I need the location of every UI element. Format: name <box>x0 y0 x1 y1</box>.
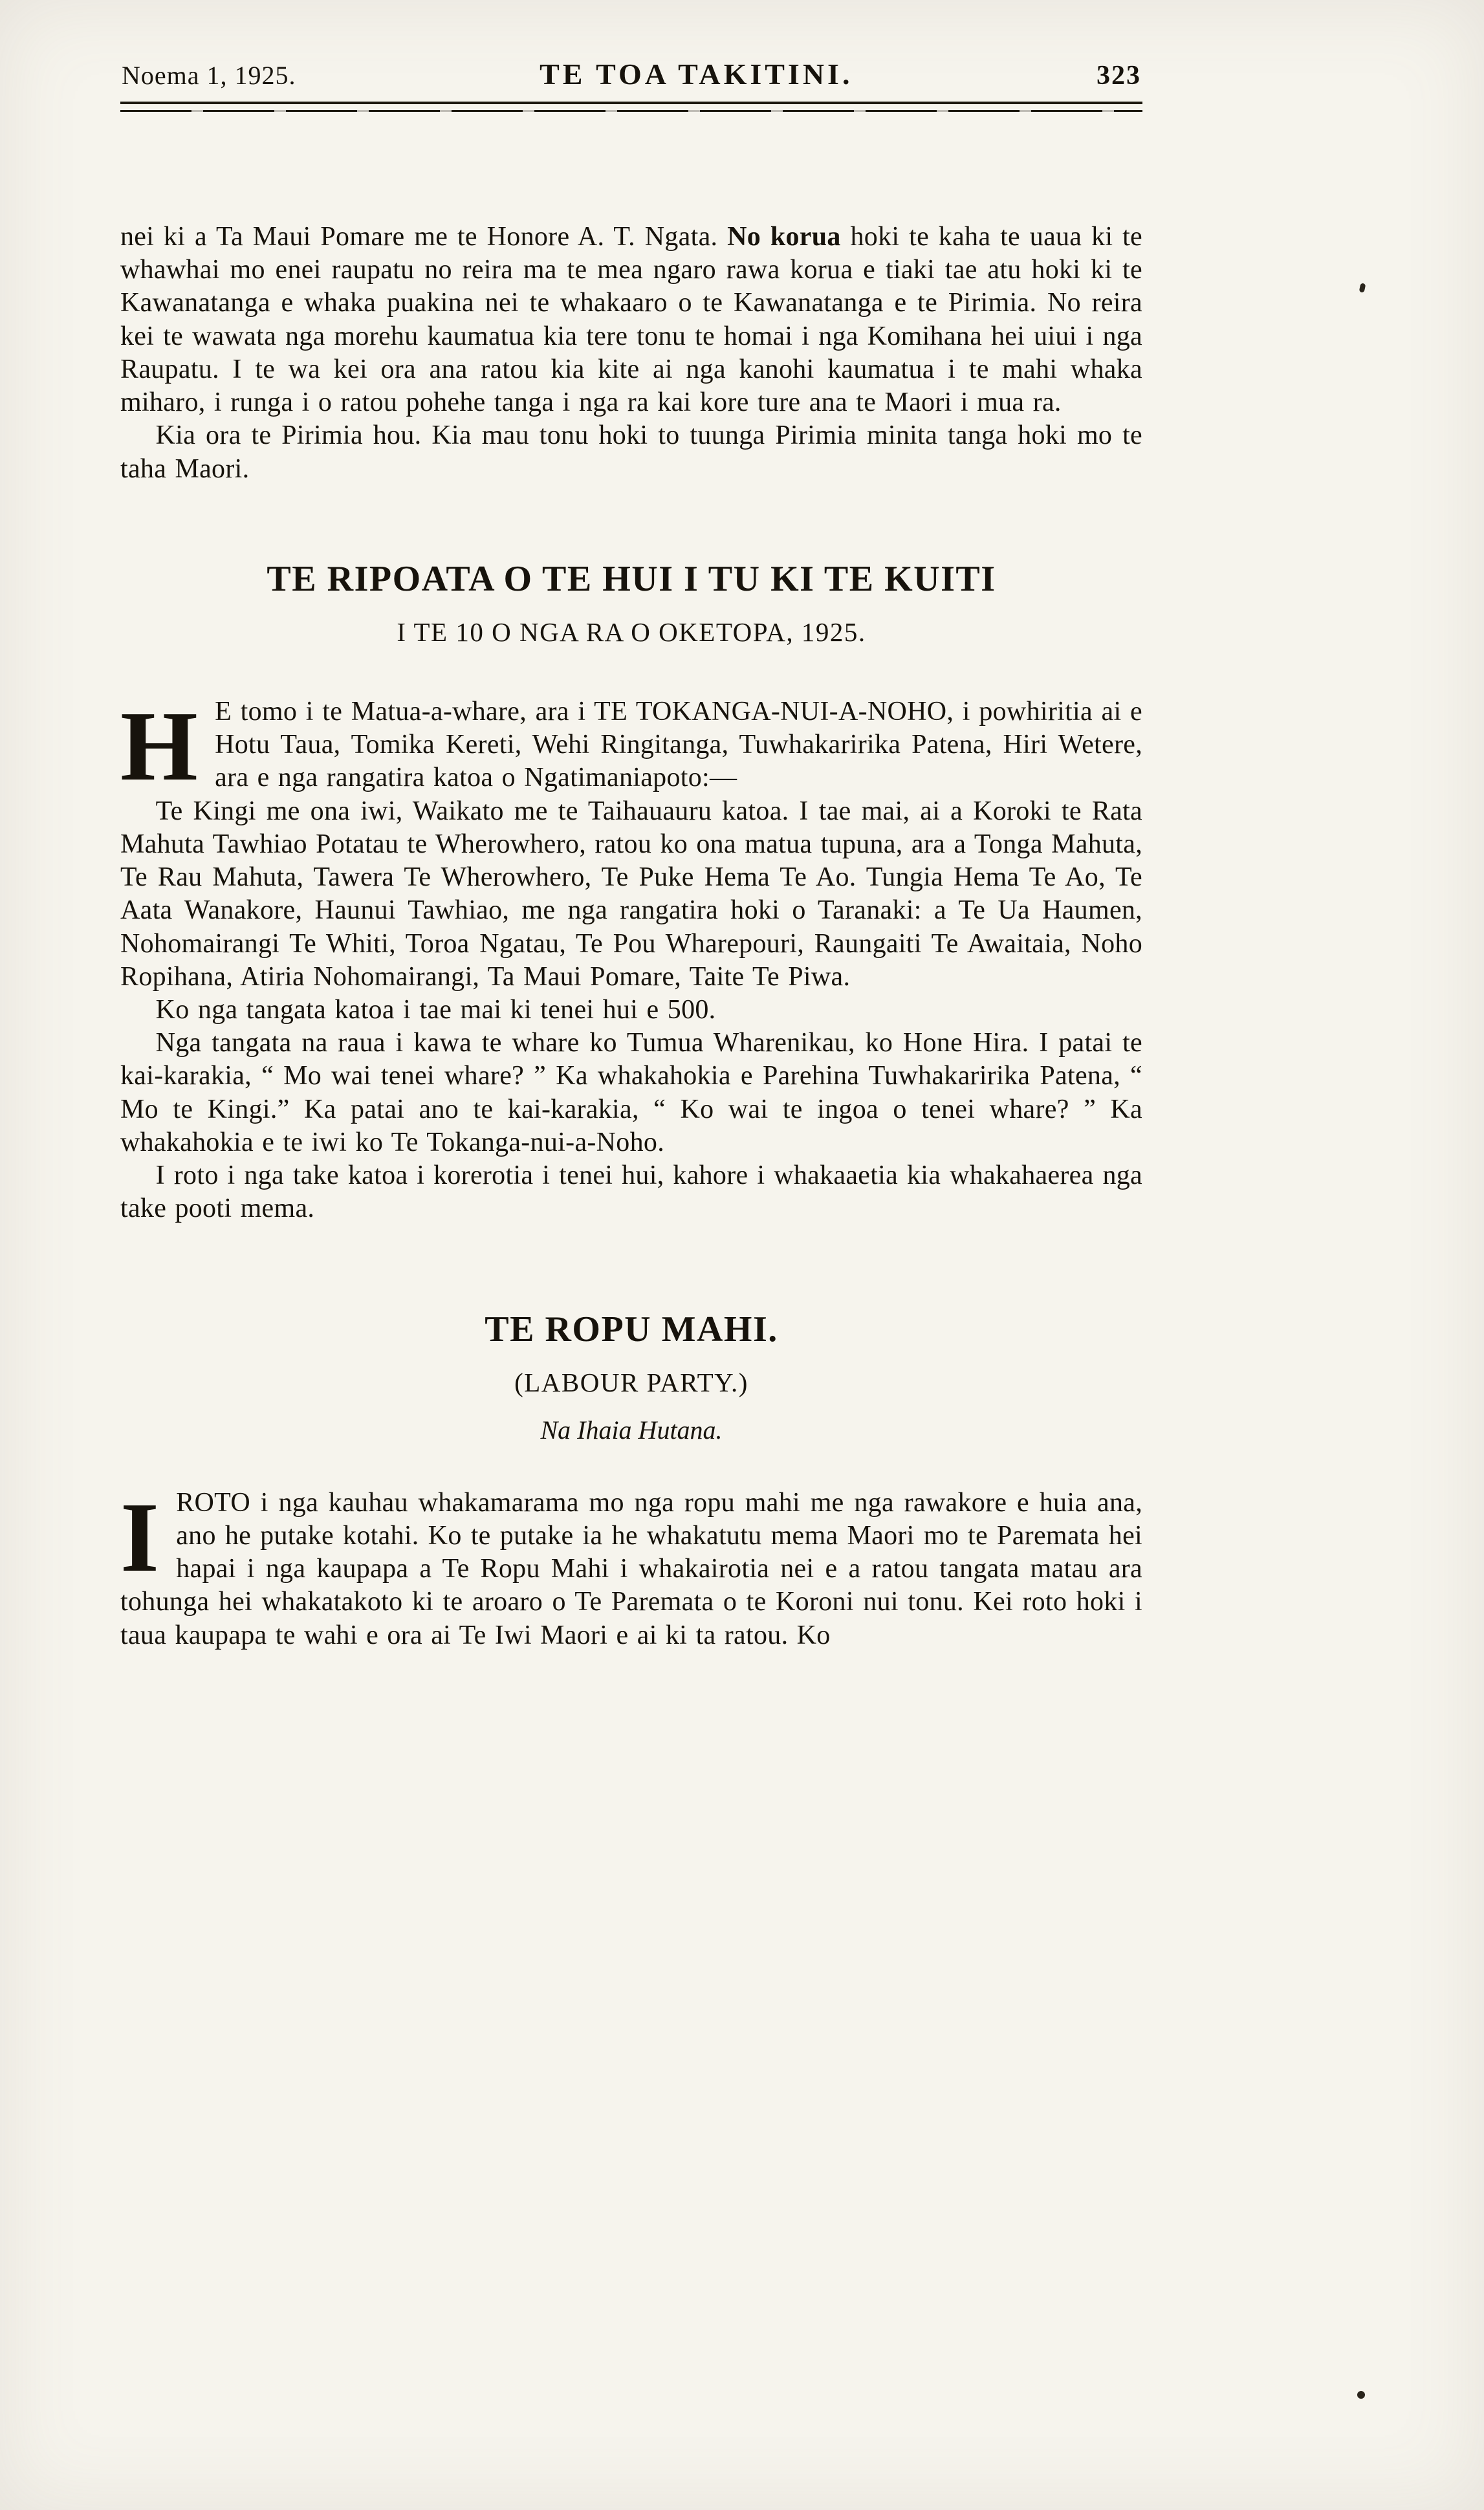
report-paragraph: Ko nga tangata katoa i tae mai ki tenei hui e 500. <box>155 994 716 1025</box>
paragraph-text: ROTO i nga kauhau whakamarama mo nga ropu mahi me nga rawakore e huia ana, ano he putake kotahi. Ko te putake ia he whakatutu mema Maori mo te Paremata hei hapai i nga kaupapa a Te Ropu Mahi i whakairotia nei e a ratou tangata matau ara tohunga hei whakatakoto ki te aroaro o Te Paremata o te Koroni nui tonu. Kei roto hoki i taua kaupapa te wahi e ora ai Te Iwi Maori e ai ki ta ratou. Ko <box>120 1487 1142 1650</box>
report-paragraph: I roto i nga take katoa i korerotia i tenei hui, kahore i whakaaetia kia whakahaerea nga take pooti mema. <box>120 1161 1142 1224</box>
spacer <box>120 1445 1142 1487</box>
paragraph-text: E tomo i te Matua-a-whare, ara i TE TOKANGA-NUI-A-NOHO, i powhiritia ai e Hotu Taua, Tomika Kereti, Wehi Ringitanga, Tuwhakaririka Patena, Hiri Wetere, ara e nga rangatira katoa o Ngatimaniapoto:— <box>215 696 1142 793</box>
masthead <box>120 57 1142 91</box>
issue-date: Noema 1, 1925. <box>122 61 296 90</box>
spacer <box>120 648 1142 695</box>
ink-speck <box>1357 2391 1365 2399</box>
continuation-paragraph-2: Kia ora te Pirimia hou. Kia mau tonu hoki to tuunga Pirimia minita tanga hoki mo te taha Maori. <box>120 420 1142 484</box>
labour-article-byline: Na Ihaia Hutana. <box>540 1415 723 1445</box>
page-number: 323 <box>1097 61 1141 91</box>
labour-article-title: TE ROPU MAHI. <box>485 1309 778 1349</box>
publication-title: TE TOA TAKITINI. <box>540 58 853 91</box>
text-column <box>120 57 1142 1652</box>
report-article-subtitle: I TE 10 O NGA RA O OKETOPA, 1925. <box>397 617 866 647</box>
paragraph-text: hoki te kaha te uaua ki te whawhai mo enei raupatu no reira ma te mea ngaro rawa korua e tiaki tae atu hoki ki te Kawanatanga e whaka puakina nei te whakaaro o te Kawanatanga e te Pirimia. No reira kei te wawata nga morehu kaumatua kia tere tonu te homai i nga Komihana hei uiui i nga Raupatu. I te wa kei ora ana ratou kia kite ai nga kanohi kaumatua i te mahi whaka miharo, i runga i o ratou pohehe tanga i nga ra kai kore ture ana te Maori i mua ra. <box>120 222 1142 418</box>
masthead-rule-bottom <box>120 110 1142 112</box>
bold-phrase: No korua <box>727 222 841 252</box>
labour-article-subtitle: (LABOUR PARTY.) <box>514 1367 748 1397</box>
ink-speck <box>1359 283 1366 292</box>
continuation-paragraph-1 <box>120 221 1142 419</box>
labour-paragraph-lead <box>120 1482 1142 1652</box>
report-paragraph: Nga tangata na raua i kawa te whare ko Tumua Wharenikau, ko Hone Hira. I patai te kai-karakia, “ Mo wai tenei whare? ” Ka whakahokia e Parehina Tuwhakaririka Patena, “ Mo te Kingi.” Ka patai ano te kai-karakia, “ Ko wai te ingoa o tenei whare? ” Ka whakahokia e te iwi ko Te Tokanga-nui-a-Noho. <box>120 1028 1142 1157</box>
report-paragraph: Te Kingi me ona iwi, Waikato me te Taihauauru katoa. I tae mai, ai a Koroki te Rata Mahuta Tawhiao Potatau te Wherowhero, ratou ko ona matua tupuna, ara a Tonga Mahuta, Te Rau Mahuta, Tawera Te Wherowhero, Te Puke Hema Te Ao. Tungia Hema Te Ao, Te Aata Wanakore, Haunui Tawhiao, me nga rangatira hoki o Taranaki: a Te Ua Haumen, Nohomairangi Te Whiti, Toroa Ngatau, Te Pou Wharepouri, Raungaiti Te Awaitaia, Noho Ropihana, Atiria Nohomairangi, Ta Maui Pomare, Taite Te Piwa. <box>120 796 1142 992</box>
body-text <box>120 221 1142 1652</box>
report-article-title: TE RIPOATA O TE HUI I TU KI TE KUITI <box>267 558 996 599</box>
drop-cap-letter: I <box>120 1482 160 1593</box>
drop-cap-letter: H <box>120 691 199 802</box>
masthead-rule-top <box>120 102 1142 104</box>
report-paragraph-lead <box>120 691 1142 802</box>
paragraph-text: nei ki a Ta Maui Pomare me te Honore A. T. Ngata. <box>120 222 728 252</box>
